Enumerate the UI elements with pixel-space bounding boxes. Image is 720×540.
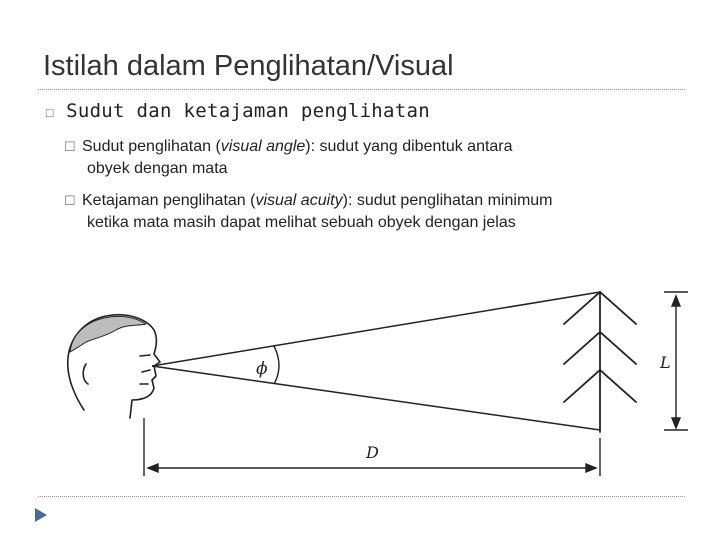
angle-symbol: ϕ [256, 359, 268, 379]
slide-title: Istilah dalam Penglihatan/Visual [43, 50, 454, 82]
angle-arc [274, 346, 279, 384]
square-bullet-icon: ☐ [45, 103, 55, 121]
heading-text: Sudut dan ketajaman penglihatan [66, 100, 431, 122]
footer-divider [38, 496, 685, 497]
lower-sight-line [152, 366, 600, 430]
head-profile-icon [68, 315, 160, 418]
bullet-text-post: ): sudut yang dibentuk antara [305, 138, 513, 155]
heading-item [45, 100, 430, 122]
square-bullet-icon: ☐ [64, 193, 76, 208]
bullet-text-continued: obyek dengan mata [87, 160, 228, 177]
bullet-text-pre: Ketajaman penglihatan ( [82, 192, 256, 209]
upper-sight-line [152, 292, 600, 366]
bullet-text-term: visual angle [220, 138, 306, 155]
visual-angle-diagram [56, 258, 706, 480]
bullet-text-continued: ketika mata masih dapat melihat sebuah obyek dengan jelas [87, 214, 516, 231]
title-divider [38, 89, 685, 90]
nav-arrow-icon[interactable] [34, 507, 48, 523]
bullet-text-pre: Sudut penglihatan ( [82, 138, 221, 155]
length-symbol: L [660, 353, 671, 372]
bullet-visual-acuity [64, 190, 704, 234]
bullet-text-post: ): sudut penglihatan minimum [342, 192, 553, 209]
square-bullet-icon: ☐ [64, 139, 76, 154]
bullet-text-term: visual acuity [255, 192, 343, 209]
tree-object-icon [564, 292, 636, 432]
distance-symbol: D [366, 443, 379, 462]
bullet-visual-angle [64, 136, 704, 180]
